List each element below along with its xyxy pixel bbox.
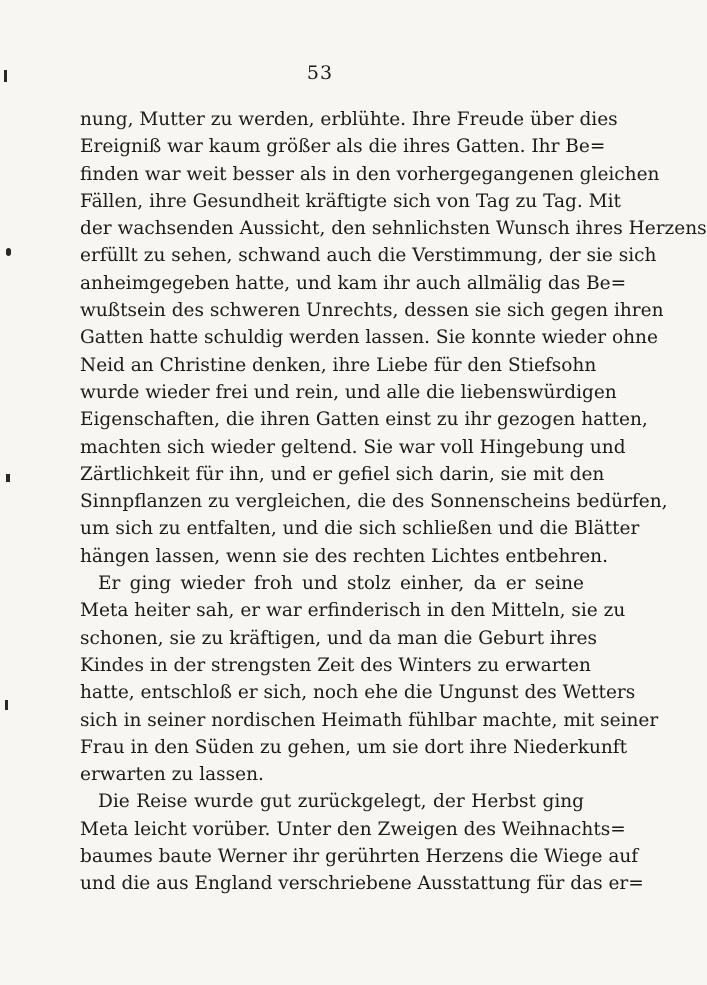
text-line: und die aus England verschriebene Ausstattung für das er= bbox=[80, 873, 644, 895]
text-line: anheimgegeben hatte, und kam ihr auch allmälig das Be= bbox=[80, 272, 627, 294]
text-line: Er ging wieder froh und stolz einher, da er seine bbox=[98, 573, 584, 595]
text-line: Die Reise wurde gut zurückgelegt, der Herbst ging bbox=[98, 791, 584, 813]
text-line: um sich zu entfalten, und die sich schließen und die Blätter bbox=[80, 518, 640, 540]
margin-mark bbox=[5, 700, 8, 710]
text-line: Meta leicht vorüber. Unter den Zweigen des Weihnachts= bbox=[80, 818, 626, 840]
text-line: Gatten hatte schuldig werden lassen. Sie konnte wieder ohne bbox=[80, 327, 658, 349]
text-line: Neid an Christine denken, ihre Liebe für den Stiefsohn bbox=[80, 354, 597, 376]
margin-mark bbox=[6, 248, 11, 256]
text-line: schonen, sie zu kräftigen, und da man die Geburt ihres bbox=[80, 627, 597, 649]
text-line: hatte, entschloß er sich, noch ehe die Ungunst des Wetters bbox=[80, 682, 636, 704]
body-text bbox=[80, 106, 707, 898]
text-line: hängen lassen, wenn sie des rechten Lichtes entbehren. bbox=[80, 545, 608, 567]
text-line: Ereigniß war kaum größer als die ihres Gatten. Ihr Be= bbox=[80, 136, 606, 158]
text-line: erwarten zu lassen. bbox=[80, 764, 264, 786]
text-line: Kindes in der strengsten Zeit des Winters zu erwarten bbox=[80, 654, 591, 676]
text-line: nung, Mutter zu werden, erblühte. Ihre Freude über dies bbox=[80, 109, 618, 130]
text-line: Eigenschaften, die ihren Gatten einst zu ihr gezogen hatten, bbox=[80, 409, 648, 431]
margin-mark bbox=[6, 474, 10, 482]
text-line: Fällen, ihre Gesundheit kräftigte sich von Tag zu Tag. Mit bbox=[80, 190, 621, 212]
page-number: 53 bbox=[306, 62, 334, 84]
text-line: Meta heiter sah, er war erfinderisch in den Mitteln, sie zu bbox=[80, 600, 626, 622]
text-line: machten sich wieder geltend. Sie war voll Hingebung und bbox=[80, 436, 626, 458]
text-line: finden war weit besser als in den vorhergegangenen gleichen bbox=[80, 163, 660, 185]
text-line: wußtsein des schweren Unrechts, dessen sie sich gegen ihren bbox=[80, 300, 664, 322]
text-line: baumes baute Werner ihr gerührten Herzens die Wiege auf bbox=[80, 846, 639, 868]
text-line: der wachsenden Aussicht, den sehnlichsten Wunsch ihres Herzens bbox=[80, 218, 707, 240]
text-line: Zärtlichkeit für ihn, und er gefiel sich darin, sie mit den bbox=[80, 463, 605, 485]
text-line: wurde wieder frei und rein, und alle die liebenswürdigen bbox=[80, 381, 617, 403]
text-line: erfüllt zu sehen, schwand auch die Verstimmung, der sie sich bbox=[80, 245, 657, 267]
text-line: Sinnpflanzen zu vergleichen, die des Sonnenscheins bedürfen, bbox=[80, 491, 668, 513]
text-line: sich in seiner nordischen Heimath fühlbar machte, mit seiner bbox=[80, 709, 659, 731]
text-line: Frau in den Süden zu gehen, um sie dort ihre Niederkunft bbox=[80, 736, 628, 758]
